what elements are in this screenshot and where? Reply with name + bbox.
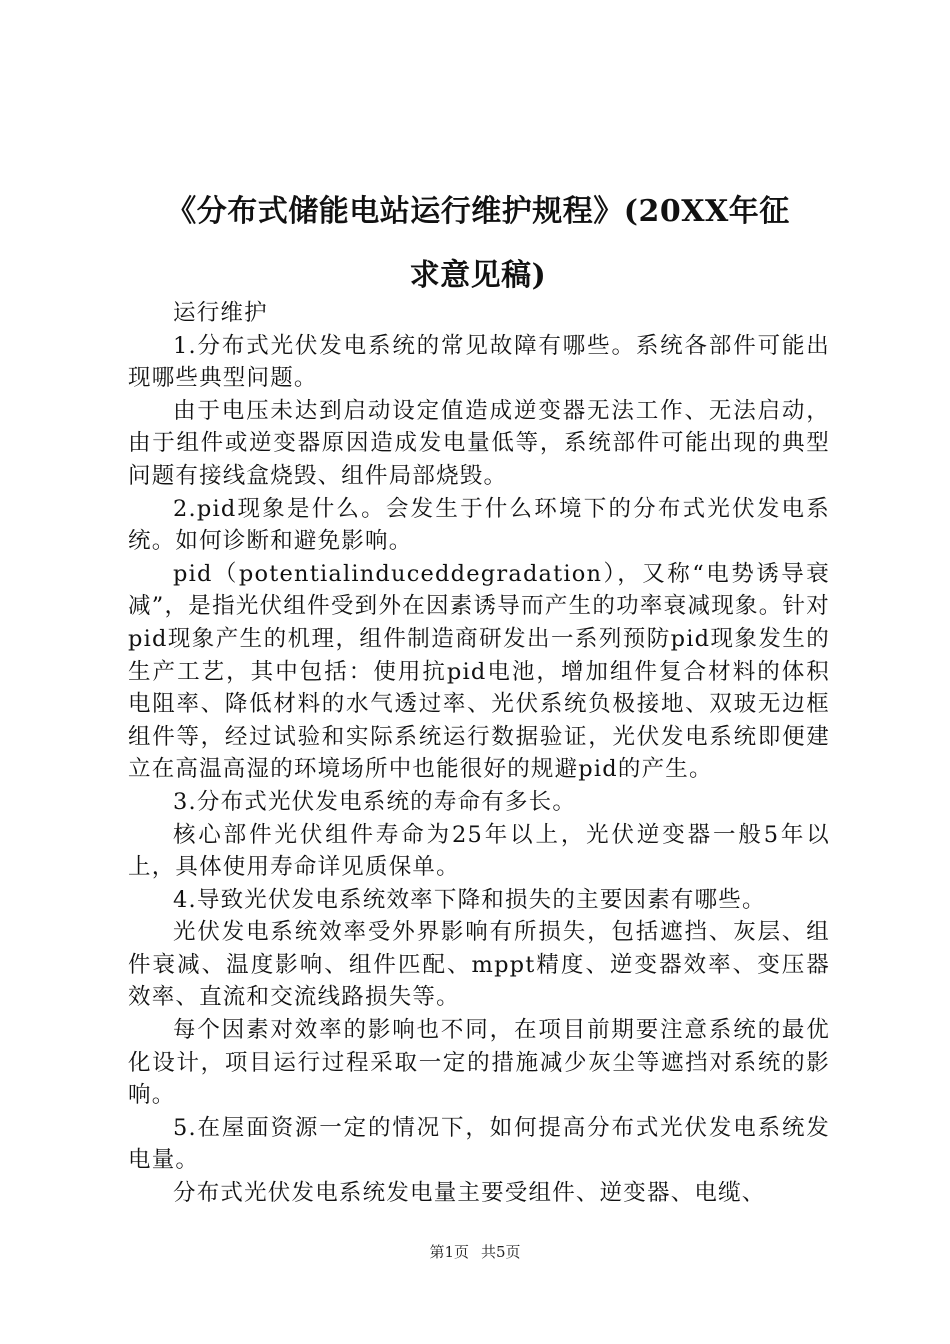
answer-3: 核心部件光伏组件寿命为25年以上，光伏逆变器一般5年以上，具体使用寿命详见质保单。 <box>128 821 830 881</box>
title-line-1: 《分布式储能电站运行维护规程》(20XX年征 <box>166 194 790 229</box>
question-2: 2.pid现象是什么。会发生于什么环境下的分布式光伏发电系统。如何诊断和避免影响。 <box>128 495 830 555</box>
document-body <box>128 297 830 1210</box>
answer-1: 由于电压未达到启动设定值造成逆变器无法工作、无法启动，由于组件或逆变器原因造成发电量低等，系统部件可能出现的典型问题有接线盒烧毁、组件局部烧毁。 <box>128 397 830 489</box>
question-4: 4.导致光伏发电系统效率下降和损失的主要因素有哪些。 <box>173 886 766 913</box>
page-total: 共5页 <box>481 1243 521 1261</box>
question-5: 5.在屋面资源一定的情况下，如何提高分布式光伏发电系统发电量。 <box>128 1114 830 1174</box>
answer-4b: 每个因素对效率的影响也不同，在项目前期要注意系统的最优化设计，项目运行过程采取一定的措施减少灰尘等遮挡对系统的影响。 <box>128 1017 830 1109</box>
document-title <box>128 180 828 308</box>
question-1: 1.分布式光伏发电系统的常见故障有哪些。系统各部件可能出现哪些典型问题。 <box>128 332 830 392</box>
answer-5: 分布式光伏发电系统发电量主要受组件、逆变器、电缆、 <box>173 1180 766 1207</box>
page-number: 第1页 <box>429 1243 469 1261</box>
answer-2: pid（potentialinduceddegradation），又称“电势诱导衰减”，是指光伏组件受到外在因素诱导而产生的功率衰减现象。针对pid现象产生的机理，组件制造商研发出一系列预防pid现象发生的生产工艺，其中包括：使用抗pid电池，增加组件复合材料的体积电阻率、降低材料的水气透过率、光伏系统负极接地、双玻无边框组件等，经过试验和实际系统运行数据验证，光伏发电系统即便建立在高温高湿的环境场所中也能很好的规避pid的产生。 <box>128 560 830 783</box>
section-heading: 运行维护 <box>173 300 268 326</box>
page-footer <box>0 1242 950 1262</box>
answer-4a: 光伏发电系统效率受外界影响有所损失，包括遮挡、灰层、组件衰减、温度影响、组件匹配、mppt精度、逆变器效率、变压器效率、直流和交流线路损失等。 <box>128 919 830 1011</box>
question-3: 3.分布式光伏发电系统的寿命有多长。 <box>173 788 577 815</box>
title-line-2: 求意见稿) <box>409 258 547 293</box>
